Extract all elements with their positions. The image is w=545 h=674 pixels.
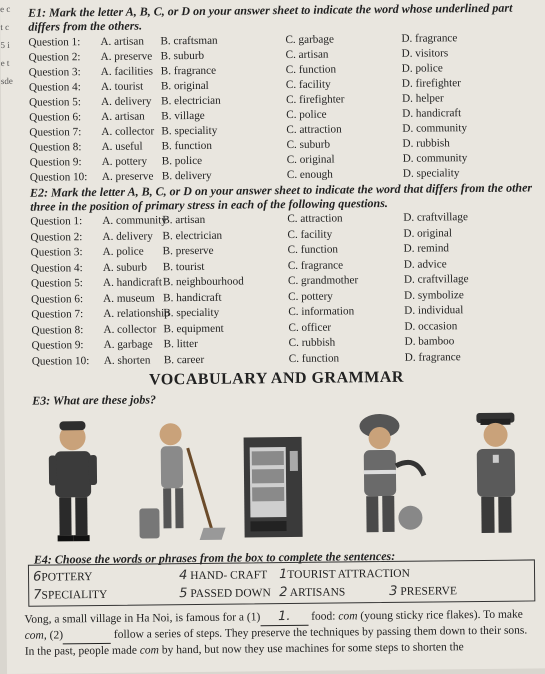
question-number: Question 5: [30, 277, 83, 290]
section-title: VOCABULARY AND GRAMMAR [148, 368, 404, 389]
cleaner-picture [132, 408, 228, 544]
answer-option-d[interactable]: D. bamboo [404, 335, 455, 348]
question-number: Question 5: [29, 96, 82, 109]
answer-option-a[interactable]: A. artisan [100, 35, 145, 48]
answer-option-c[interactable]: C. artisan [285, 48, 329, 62]
answer-option-c[interactable]: C. facility [287, 228, 333, 241]
cloze-paragraph [24, 606, 539, 660]
answer-option-b[interactable]: B. original [160, 79, 209, 93]
answer-option-d[interactable]: D. police [401, 62, 443, 75]
paragraph-text: by hand, but now they use machines for some steps to shorten the [158, 641, 464, 657]
question-number: Question 8: [31, 323, 84, 337]
word-box-item: 5 PASSED DOWN [179, 586, 271, 602]
question-number: Question 4: [30, 261, 83, 275]
answer-option-c[interactable]: C. attraction [287, 212, 343, 226]
answer-option-a[interactable]: A. police [102, 245, 144, 258]
answer-option-a[interactable]: A. relationship [103, 307, 170, 320]
answer-option-d[interactable]: D. community [402, 152, 468, 165]
question-number: Question 3: [28, 66, 81, 79]
answer-option-b[interactable]: B. village [161, 109, 205, 123]
margin-scrap: e c [0, 3, 11, 14]
answer-option-a[interactable]: A. tourist [100, 80, 144, 93]
answer-option-c[interactable]: C. grandmother [287, 274, 359, 287]
answer-option-c[interactable]: C. pottery [288, 290, 333, 303]
word-box [28, 559, 535, 606]
answer-option-a[interactable]: A. garbage [103, 338, 153, 351]
word-box-item: 7SPECIALITY [33, 587, 108, 603]
answer-option-c[interactable]: C. fragrance [287, 258, 344, 272]
word-box-item: 1TOURIST ATTRACTION [278, 567, 410, 583]
answer-option-c[interactable]: C. function [287, 243, 339, 257]
margin-scrap: 5 i [0, 39, 10, 50]
e2-heading: E2: Mark the letter A, B, C, or D on your answer sheet to indicate the word that differs from the other three in the position of primary stress in each of the following questions. [29, 180, 533, 214]
answer-option-c[interactable]: C. function [285, 63, 337, 77]
vending-machine-picture [237, 407, 308, 543]
answer-option-a[interactable]: A. museum [103, 291, 155, 305]
answer-option-c[interactable]: C. garbage [285, 33, 334, 47]
answer-option-d[interactable]: D. remind [403, 242, 450, 255]
question-number: Question 2: [28, 51, 81, 64]
question-number: Question 9: [29, 156, 82, 169]
question-number: Question 7: [31, 308, 84, 321]
answer-option-a[interactable]: A. preserve [100, 50, 153, 63]
answer-option-c[interactable]: C. function [288, 351, 340, 365]
answer-option-b[interactable]: B. speciality [161, 124, 218, 138]
answer-option-c[interactable]: C. facility [285, 78, 331, 92]
question-number: Question 6: [31, 292, 84, 306]
answer-option-a[interactable]: A. pottery [101, 155, 148, 168]
answer-option-d[interactable]: D. visitors [401, 47, 449, 60]
answer-option-b[interactable]: B. electrician [161, 94, 221, 108]
firefighter-picture [337, 406, 428, 542]
answer-option-b[interactable]: B. function [161, 139, 212, 153]
police-officer-picture [452, 404, 538, 540]
garbage-collector-picture [32, 409, 113, 545]
answer-option-b[interactable]: B. litter [163, 337, 198, 351]
question-number: Question 10: [29, 171, 88, 184]
word-box-item: 3 PRESERVE [389, 583, 458, 599]
answer-option-b[interactable]: B. artisan [162, 213, 206, 227]
answer-option-a[interactable]: A. facilities [100, 65, 154, 78]
answer-option-c[interactable]: C. suburb [286, 138, 331, 152]
answer-option-b[interactable]: B. tourist [162, 260, 205, 273]
margin-scrap: e t [0, 57, 10, 68]
answer-option-b[interactable]: B. preserve [162, 244, 214, 258]
paragraph-text: food: [308, 610, 339, 623]
answer-option-b[interactable]: B. equipment [163, 322, 224, 335]
margin-scrap: sde [0, 75, 13, 86]
answer-option-c[interactable]: C. original [286, 153, 335, 167]
answer-option-b[interactable]: B. electrician [162, 229, 223, 242]
answer-option-d[interactable]: D. individual [404, 304, 464, 317]
answer-option-d[interactable]: D. helper [401, 92, 444, 105]
answer-option-d[interactable]: D. craftvillage [403, 211, 468, 224]
answer-option-b[interactable]: B. career [163, 353, 205, 366]
answer-option-a[interactable]: A. delivery [102, 229, 153, 243]
answer-option-b[interactable]: B. delivery [161, 169, 212, 183]
word-box-item: 4 HAND- CRAFT [178, 568, 268, 584]
answer-option-d[interactable]: D. firefighter [401, 77, 461, 90]
answer-option-d[interactable]: D. symbolize [404, 288, 464, 302]
question-number: Question 8: [29, 141, 82, 154]
margin-scrap: t c [0, 21, 10, 32]
answer-option-a[interactable]: A. collector [101, 125, 155, 138]
word-box-item: 6POTTERY [32, 569, 93, 585]
answer-option-c[interactable]: C. officer [288, 321, 332, 334]
answer-option-a[interactable]: A. delivery [101, 95, 152, 108]
answer-option-b[interactable]: B. police [161, 154, 203, 168]
answer-option-c[interactable]: C. rubbish [288, 336, 336, 349]
answer-option-a[interactable]: A. shorten [103, 353, 151, 367]
answer-option-c[interactable]: C. firefighter [286, 93, 345, 107]
answer-blank-1[interactable]: 1. [260, 609, 308, 626]
answer-option-a[interactable]: A. useful [101, 140, 143, 153]
question-number: Question 3: [30, 246, 83, 259]
paragraph-italic: com [139, 644, 160, 657]
margin-scraps [0, 0, 25, 240]
answer-option-d[interactable]: D. fragrance [404, 350, 461, 364]
question-number: Question 9: [31, 339, 84, 352]
paragraph-text: follow a series of steps. They preserve the techniques by passing them down to their sons. In the past, people made [24, 624, 528, 658]
word-box-item: 2 ARTISANS [279, 585, 346, 601]
answer-option-a[interactable]: A. artisan [101, 110, 145, 123]
answer-option-c[interactable]: C. police [286, 108, 327, 122]
answer-option-d[interactable]: D. community [402, 122, 468, 135]
paragraph-text: , (2) [43, 628, 64, 642]
answer-option-a[interactable]: A. community [102, 214, 168, 227]
answer-option-d[interactable]: D. original [403, 226, 453, 240]
answer-option-c[interactable]: C. attraction [286, 123, 342, 137]
answer-option-b[interactable]: B. suburb [160, 49, 205, 63]
question-number: Question 4: [28, 81, 81, 94]
answer-option-b[interactable]: B. speciality [163, 306, 220, 320]
answer-option-d[interactable]: D. craftvillage [403, 273, 469, 286]
answer-option-b[interactable]: B. fragrance [160, 64, 217, 78]
answer-option-c[interactable]: C. information [288, 305, 355, 318]
job-pictures [32, 404, 538, 544]
question-number: Question 7: [29, 126, 82, 139]
answer-option-d[interactable]: D. speciality [402, 167, 460, 180]
answer-option-b[interactable]: B. neighbourhood [162, 275, 244, 289]
question-number: Question 1: [30, 215, 83, 228]
paragraph-italic: com [338, 610, 358, 623]
question-number: Question 10: [31, 354, 90, 368]
answer-option-a[interactable]: A. handicraft [102, 276, 163, 289]
answer-option-c[interactable]: C. enough [286, 168, 333, 182]
answer-option-d[interactable]: D. fragrance [401, 32, 458, 45]
answer-blank-2[interactable] [63, 627, 111, 644]
e1-heading: E1: Mark the letter A, B, C, or D on your answer sheet to indicate the word whose underlined part differs from the others. [28, 0, 513, 34]
e4-heading: E4: Choose the words or phrases from the box to complete the sentences: [33, 548, 396, 567]
answer-option-d[interactable]: D. handicraft [402, 107, 462, 120]
e3-heading: E3: What are these jobs? [32, 392, 157, 408]
answer-option-a[interactable]: A. preserve [101, 170, 154, 183]
answer-option-d[interactable]: D. rubbish [402, 137, 450, 150]
question-number: Question 2: [30, 230, 83, 244]
paragraph-text: (young sticky rice flakes). To make [357, 608, 523, 623]
answer-option-a[interactable]: A. collector [103, 322, 157, 336]
answer-option-b[interactable]: B. craftsman [160, 34, 218, 48]
answer-option-b[interactable]: B. handicraft [163, 291, 222, 304]
paragraph-italic: com [24, 629, 44, 642]
question-number: Question 1: [28, 36, 81, 49]
paragraph-text: Vong, a small village in Ha Noi, is famous for a (1) [24, 611, 261, 626]
answer-option-d[interactable]: D. advice [403, 257, 447, 271]
question-number: Question 6: [29, 111, 82, 124]
answer-option-d[interactable]: D. occasion [404, 319, 458, 333]
answer-option-a[interactable]: A. suburb [102, 260, 148, 274]
